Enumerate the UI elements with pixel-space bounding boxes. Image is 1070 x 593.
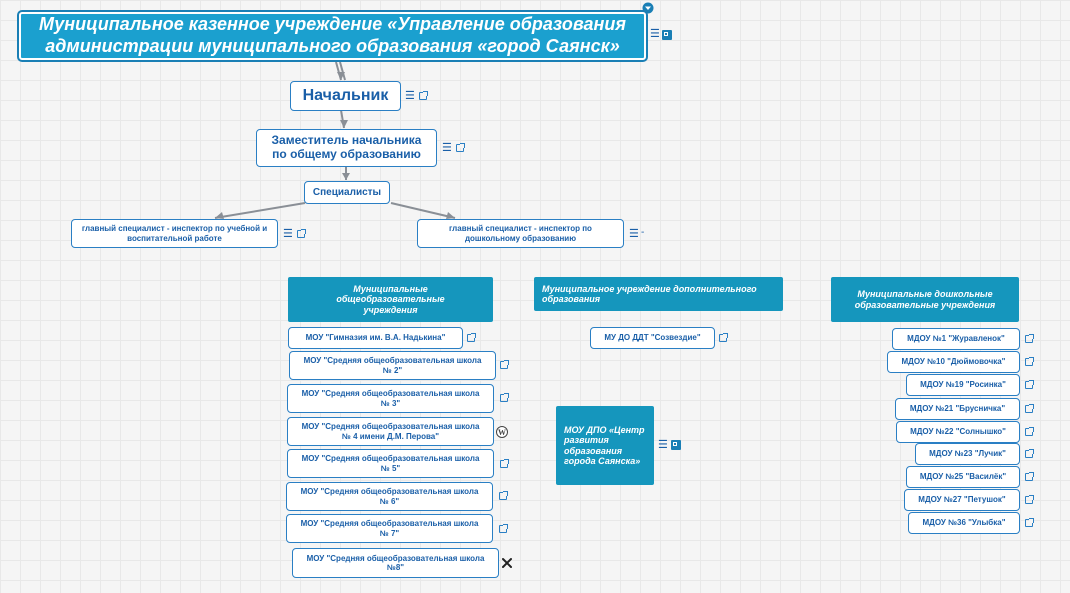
external-link-icon[interactable] (419, 92, 427, 100)
school-item-label: МОУ "Средняя общеобразовательная школа №8" (306, 553, 485, 572)
joomla-icon[interactable] (501, 557, 513, 569)
preschool-item[interactable] (895, 398, 1020, 420)
list-icon[interactable]: ☰ (629, 228, 639, 240)
dop-header[interactable] (534, 277, 783, 311)
school-item-label: МОУ "Средняя общеобразовательная школа № 5" (301, 454, 480, 473)
list-icon[interactable]: ☰ (650, 28, 660, 40)
preschool-item-label: МДОУ №10 "Дюймовочка" (901, 357, 1006, 367)
external-link-icon[interactable] (297, 230, 305, 238)
list-icon[interactable]: ☰ (283, 228, 293, 240)
dpo-label: МОУ ДПО «Центр развития образования города Саянска» (564, 424, 645, 466)
arrow-spec-right (446, 212, 455, 219)
preschool-item[interactable] (908, 512, 1020, 534)
deputy-label: Заместитель начальника по общему образованию (271, 133, 422, 161)
preschool-item-label: МДОУ №21 "Брусничка" (909, 404, 1006, 414)
school-item[interactable] (287, 449, 494, 478)
preschool-item-label: МДОУ №25 "Василёк" (919, 472, 1007, 482)
preschool-item[interactable] (896, 421, 1020, 443)
connector-specialists-right (391, 203, 455, 218)
external-link-icon[interactable] (1025, 496, 1033, 504)
external-link-icon[interactable] (456, 144, 464, 152)
external-link-icon[interactable] (467, 334, 475, 342)
school-item[interactable] (288, 327, 463, 349)
school-item-label: МОУ "Средняя общеобразовательная школа № 7" (300, 519, 479, 538)
external-link-icon[interactable] (671, 440, 681, 450)
external-link-icon[interactable] (719, 334, 727, 342)
preschool-header[interactable] (831, 277, 1019, 322)
connector-specialists-left (215, 203, 305, 218)
svg-text:W: W (498, 428, 506, 437)
external-link-icon[interactable] (1025, 428, 1033, 436)
school-item[interactable] (289, 351, 496, 380)
schools-header-label: Муниципальные общеобразовательные учреждения (336, 283, 445, 315)
preschool-item-label: МДОУ №19 "Росинка" (920, 380, 1006, 390)
specialists-node[interactable] (304, 181, 390, 204)
external-link-icon[interactable] (1025, 335, 1033, 343)
arrow-specialists (342, 173, 350, 180)
school-item-label: МОУ "Средняя общеобразовательная школа № 6" (300, 487, 479, 506)
dop-item[interactable] (590, 327, 715, 349)
external-link-icon[interactable] (500, 361, 508, 369)
external-link-icon[interactable] (1025, 450, 1033, 458)
external-link-icon[interactable] (1025, 381, 1033, 389)
external-link-icon[interactable] (500, 394, 508, 402)
dop-item-label: МУ ДО ДДТ "Созвездие" (604, 333, 701, 343)
preschool-item[interactable] (915, 443, 1020, 465)
external-link-icon[interactable] (499, 492, 507, 500)
chief-node[interactable] (290, 81, 401, 111)
more-icon: - (641, 227, 645, 238)
school-item[interactable] (287, 384, 494, 413)
preschool-header-label: Муниципальные дошкольные образовательные учреждения (854, 289, 996, 310)
preschool-item[interactable] (892, 328, 1020, 350)
preschool-item[interactable] (887, 351, 1020, 373)
arrow-deputy (340, 120, 348, 128)
preschool-item-label: МДОУ №1 "Журавленок" (907, 334, 1005, 344)
list-icon[interactable]: ☰ (405, 90, 415, 102)
schools-header[interactable] (288, 277, 493, 322)
school-item-label: МОУ "Средняя общеобразовательная школа № 3" (301, 389, 480, 408)
school-item[interactable] (286, 482, 493, 511)
list-icon[interactable]: ☰ (442, 142, 452, 154)
spec-left-node[interactable] (71, 219, 278, 248)
root-node[interactable] (19, 12, 646, 60)
spec-right-node[interactable] (417, 219, 624, 248)
external-link-icon[interactable] (662, 30, 672, 40)
preschool-item[interactable] (906, 374, 1020, 396)
specialists-label: Специалисты (312, 186, 382, 198)
spec-right-label: главный специалист - инспектор по дошкольному образованию (449, 224, 592, 243)
dop-header-label: Муниципальное учреждение дополнительного образования (542, 283, 757, 304)
arrow-spec-left (215, 212, 224, 219)
school-item-label: МОУ "Гимназия им. В.А. Надькина" (305, 333, 446, 343)
preschool-item-label: МДОУ №23 "Лучик" (929, 449, 1006, 459)
school-item[interactable] (292, 548, 499, 578)
preschool-item-label: МДОУ №36 "Улыбка" (922, 518, 1006, 528)
dpo-node[interactable] (556, 406, 654, 485)
external-link-icon[interactable] (1025, 358, 1033, 366)
wordpress-icon[interactable] (496, 426, 508, 438)
external-link-icon[interactable] (499, 525, 507, 533)
school-item-label: МОУ "Средняя общеобразовательная школа № 4 имени Д.М. Перова" (301, 422, 480, 441)
external-link-icon[interactable] (1025, 519, 1033, 527)
school-item[interactable] (286, 514, 493, 543)
chief-label: Начальник (302, 86, 389, 104)
root-node-label: Муниципальное казенное учреждение «Управление образования администрации муниципального образования «город Саянск» (39, 14, 626, 56)
school-item-label: МОУ "Средняя общеобразовательная школа № 2" (303, 356, 482, 375)
spec-left-label: главный специалист - инспектор по учебной и воспитательной работе (81, 224, 268, 243)
external-link-icon[interactable] (500, 460, 508, 468)
list-icon[interactable]: ☰ (658, 439, 668, 451)
external-link-icon[interactable] (1025, 405, 1033, 413)
preschool-item-label: МДОУ №22 "Солнышко" (910, 427, 1006, 437)
deputy-node[interactable] (256, 129, 437, 167)
school-item[interactable] (287, 417, 494, 446)
preschool-item[interactable] (904, 489, 1020, 511)
preschool-item-label: МДОУ №27 "Петушок" (918, 495, 1006, 505)
preschool-item[interactable] (906, 466, 1020, 488)
collapse-toggle-icon[interactable] (642, 2, 654, 14)
external-link-icon[interactable] (1025, 473, 1033, 481)
